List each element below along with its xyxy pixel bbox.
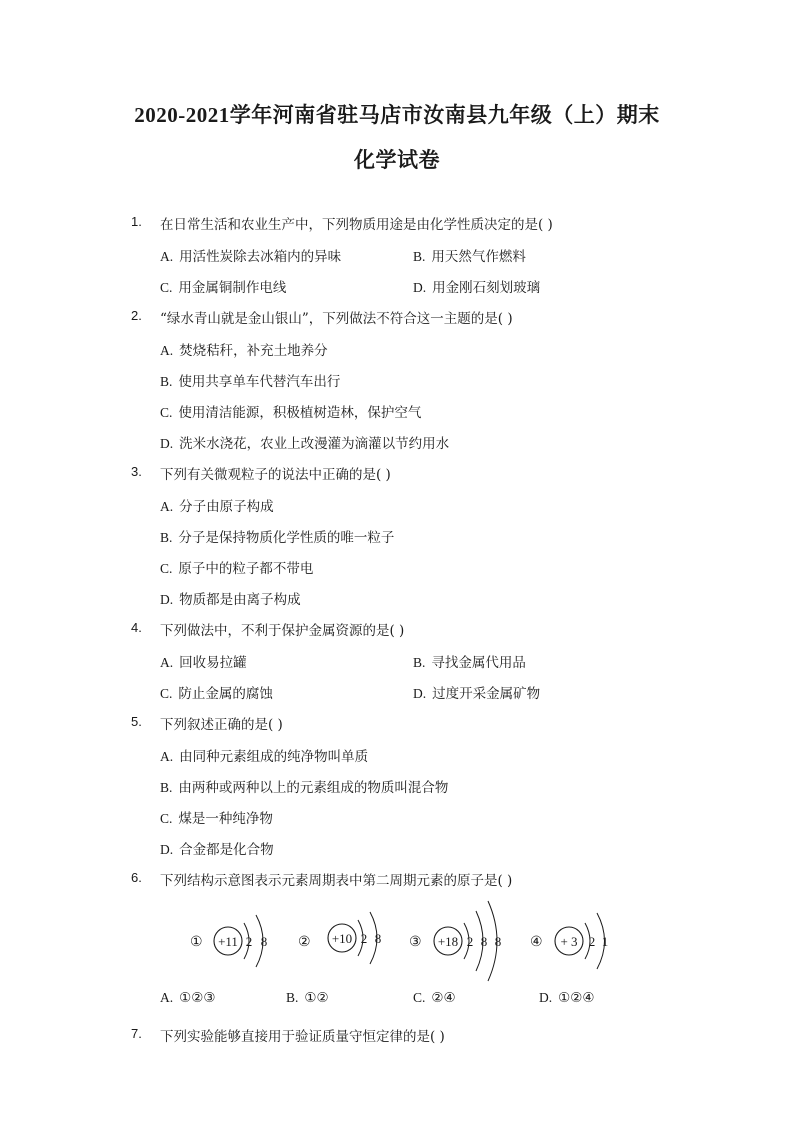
option-a: A. 分子由原子构成 <box>160 499 274 515</box>
nucleus-charge: +11 <box>218 934 238 949</box>
question-number: 2. <box>131 308 142 323</box>
option-b: B. 用天然气作燃料 <box>413 249 526 265</box>
atom-marker: ① <box>190 935 203 950</box>
option-b: B. ①② <box>286 990 329 1006</box>
option-a: A. 焚烧秸秆，补充土地养分 <box>160 343 328 359</box>
question-text: 下列叙述正确的是( ) <box>160 717 283 733</box>
question-text: 下列实验能够直接用于验证质量守恒定律的是( ) <box>160 1029 445 1045</box>
atom-diagram-4 <box>530 913 608 969</box>
question-number: 4. <box>131 620 142 635</box>
option-d: D. 过度开采金属矿物 <box>413 686 541 702</box>
option-a: A. 回收易拉罐 <box>160 655 247 671</box>
question-number: 5. <box>131 714 142 729</box>
shell-electrons: 1 <box>601 934 609 949</box>
nucleus-charge: + 3 <box>560 934 578 949</box>
atom-marker: ③ <box>409 935 422 950</box>
shell-electrons: 2 <box>588 934 596 949</box>
atom-diagram-1 <box>190 915 267 967</box>
option-b: B. 使用共享单车代替汽车出行 <box>160 374 341 390</box>
atomic-structure-diagrams <box>180 895 620 985</box>
question-number: 3. <box>131 464 142 479</box>
shell-electrons: 2 <box>466 934 474 949</box>
option-b: B. 寻找金属代用品 <box>413 655 526 671</box>
option-a: A. 由同种元素组成的纯净物叫单质 <box>160 749 369 765</box>
question-text: 在日常生活和农业生产中，下列物质用途是由化学性质决定的是( ) <box>160 217 553 233</box>
option-c: C. ②④ <box>413 990 456 1006</box>
shell-electrons: 2 <box>360 931 368 946</box>
atom-diagram-3 <box>409 901 501 981</box>
question-number: 6. <box>131 870 142 885</box>
question-text: “绿水青山就是金山银山”，下列做法不符合这一主题的是( ) <box>160 311 513 327</box>
question-number: 7. <box>131 1026 142 1041</box>
shell-electrons: 2 <box>245 934 253 949</box>
option-c: C. 用金属铜制作电线 <box>160 280 287 296</box>
atom-marker: ② <box>298 935 311 950</box>
option-d: D. 物质都是由离子构成 <box>160 592 301 608</box>
question-text: 下列做法中，不利于保护金属资源的是( ) <box>160 623 405 639</box>
document-title: 2020-2021学年河南省驻马店市汝南县九年级（上）期末 <box>134 103 660 127</box>
option-d: D. 合金都是化合物 <box>160 842 274 858</box>
question-text: 下列有关微观粒子的说法中正确的是( ) <box>160 467 391 483</box>
document-subtitle: 化学试卷 <box>354 148 440 172</box>
shell-electrons: 8 <box>480 934 488 949</box>
option-b: B. 由两种或两种以上的元素组成的物质叫混合物 <box>160 780 449 796</box>
option-c: C. 煤是一种纯净物 <box>160 811 273 827</box>
option-d: D. 洗米水浇花，农业上改漫灌为滴灌以节约用水 <box>160 436 450 452</box>
atom-marker: ④ <box>530 935 543 950</box>
nucleus-charge: +10 <box>331 931 353 946</box>
option-c: C. 使用清洁能源，积极植树造林，保护空气 <box>160 405 422 421</box>
option-c: C. 防止金属的腐蚀 <box>160 686 273 702</box>
option-a: A. 用活性炭除去冰箱内的异味 <box>160 249 342 265</box>
option-a: A. ①②③ <box>160 990 216 1006</box>
option-c: C. 原子中的粒子都不带电 <box>160 561 314 577</box>
option-d: D. 用金刚石刻划玻璃 <box>413 280 541 296</box>
nucleus-charge: +18 <box>437 934 459 949</box>
atom-diagram-2 <box>298 912 381 964</box>
option-b: B. 分子是保持物质化学性质的唯一粒子 <box>160 530 395 546</box>
question-text: 下列结构示意图表示元素周期表中第二周期元素的原子是( ) <box>160 873 513 889</box>
shell-electrons: 8 <box>260 934 268 949</box>
shell-electrons: 8 <box>374 931 382 946</box>
option-d: D. ①②④ <box>539 990 595 1006</box>
question-number: 1. <box>131 214 142 229</box>
shell-electrons: 8 <box>494 934 502 949</box>
